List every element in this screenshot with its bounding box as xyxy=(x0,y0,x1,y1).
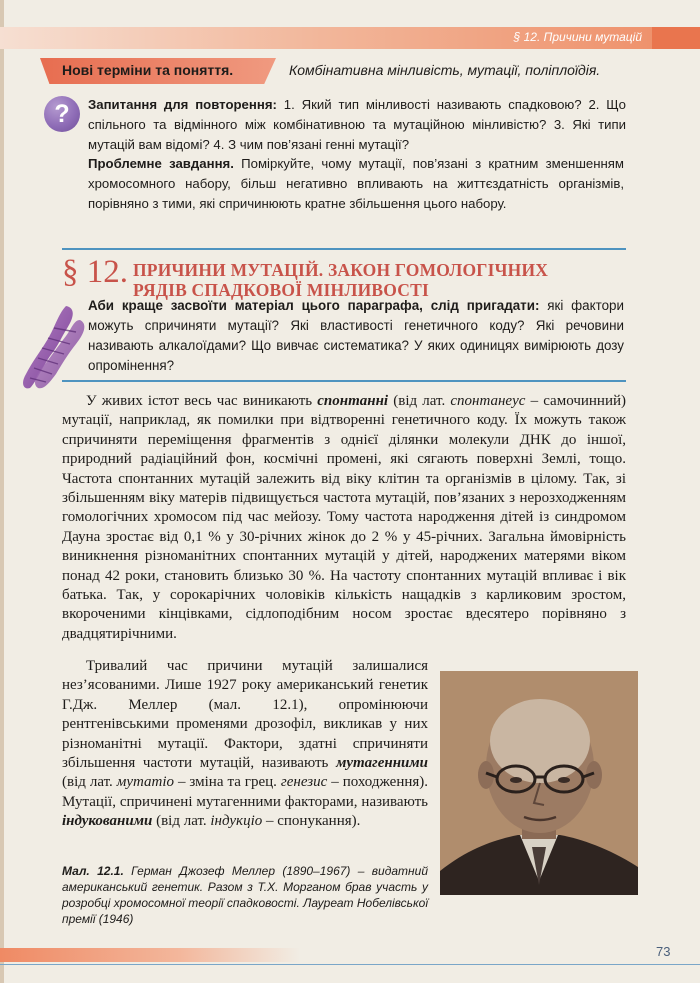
paragraph-title: ПРИЧИНИ МУТАЦІЙ. ЗАКОН ГОМОЛОГІЧНИХ РЯДІВ СПАДКОВОЇ МІНЛИВОСТІ xyxy=(133,260,549,300)
p2-text-d: – походження). Мутації, спричинені мутагенними факторами, називають xyxy=(62,774,429,810)
problem-label: Проблемне завдання. xyxy=(88,156,234,171)
body-paragraph-2 xyxy=(62,657,428,832)
chromosome-icon xyxy=(20,302,88,392)
footer-bar xyxy=(0,948,300,962)
recall-box xyxy=(88,296,624,376)
heading-rule-top xyxy=(62,248,626,250)
problem-text: Поміркуйте, чому мутації, пов’язані з кратним зменшенням хромосомного набору, більш негативно впливають на життєздатність організмів, порівняно з тими, які спричинюють кратне збільшення цього набору. xyxy=(88,156,624,211)
recall-text: які фактори можуть спричиняти мутації? Які властивості генетичного коду? Які речовини називають алкалоїдами? Що вивчає систематика? У яких одиницях вимірюють дозу опромінення? xyxy=(88,298,624,373)
header-band xyxy=(0,27,700,49)
latin-inductio: індукціо xyxy=(210,813,263,830)
greek-genesis: генезис xyxy=(280,774,328,791)
problem-task xyxy=(88,154,624,214)
header-tab xyxy=(652,27,700,49)
p1-text-c: – самочинний) мутації, наприклад, як помилки при відтворенні генетичного коду. Їх можуть також спричиняти переміщення фрагментів з однієї ділянки молекули ДНК до іншої, природний радіаційний фон, космічні промені, які сягають поверхні Землі, тощо. Частота спонтанних мутацій залежить від віку клітин та організмів в цілому. Так, зі збільшенням віку матерів підвищується частота мутацій, пов’язаних з нерозходженням гомологічних хромосом під час мейозу. Тому частота народження дітей із синдромом Дауна зростає від 0,1 % у 30-річних жінок до 2 % у 45-річних. Загальна ймовірність виникнення різноманітних спонтанних мутацій у дітей, народжених матерями віком понад 42 роки, становить близько 30 %. На частоту спонтанних мутацій впливає і вік батька. Так, у сорокарічних чоловіків кількість нащадків з карликовим зростом, вкороченими кінцівками, сідлоподібним носом зростає вдесятеро порівняно з двадцятирічними. xyxy=(62,393,626,642)
p2-text-e: (від лат. xyxy=(156,813,207,830)
p1-text-b: (від лат. xyxy=(393,393,446,409)
review-label: Запитання для повторення: xyxy=(88,97,277,112)
page-number: 73 xyxy=(656,944,671,959)
recall-label: Аби краще засвоїти матеріал цього параграфа, слід пригадати: xyxy=(88,298,540,313)
p2-text-b: (від лат. xyxy=(62,774,113,791)
section-running-head: § 12. Причини мутацій xyxy=(513,30,642,44)
p2-text-c: – зміна та грец. xyxy=(177,774,277,791)
page-edge xyxy=(0,0,4,983)
new-terms-label: Нові терміни та поняття. xyxy=(62,62,234,78)
question-icon: ? xyxy=(44,96,80,132)
paragraph-number: § 12. xyxy=(62,254,128,290)
figure-label: Мал. 12.1. xyxy=(62,864,124,878)
p2-text-f: – спонукання). xyxy=(265,813,361,830)
figure-caption xyxy=(62,863,428,927)
term-mutagenic: мутагенними xyxy=(336,755,428,772)
latin-mutatio: мутатіо xyxy=(116,774,174,791)
new-terms-list: Комбінативна мінливість, мутації, поліплоїдія. xyxy=(289,62,601,78)
term-spontaneous: спонтанні xyxy=(317,393,389,409)
p1-text-a: У живих істот весь час виникають xyxy=(86,393,313,409)
figure-caption-text: Герман Джозеф Меллер (1890–1967) – видатний американський генетик. Разом з Т.Х. Морганом брав участь у розробці хромосомної теорії спадковості. Лауреат Нобелівської премії (1946) xyxy=(62,864,428,926)
review-text: 1. Який тип мінливості називають спадковою? 2. Що спільного та відмінного між комбінативною та мутаційною мінливістю? 3. Які типи мутацій вам відомі? 4. З чим пов’язані генні мутації? xyxy=(88,97,626,152)
latin-spontaneus: спонтанеус xyxy=(450,393,526,409)
portrait-photo xyxy=(440,671,638,895)
term-induced: індукованими xyxy=(62,813,153,830)
body-paragraph-1 xyxy=(62,392,626,644)
heading-rule-bottom xyxy=(62,380,626,382)
portrait-illustration xyxy=(440,671,638,895)
p2-text-a: Тривалий час причини мутацій залишалися нез’ясованими. Лише 1927 року американський генетик Г.Дж. Меллер (мал. 12.1), опромінюючи рентгенівськими променями дрозофіл, викликав у них різноманітні мутації. Фактори, здатні спричиняти збільшення частоти мутацій, називають xyxy=(62,658,428,772)
review-questions xyxy=(88,95,626,155)
footer-line xyxy=(0,964,700,965)
